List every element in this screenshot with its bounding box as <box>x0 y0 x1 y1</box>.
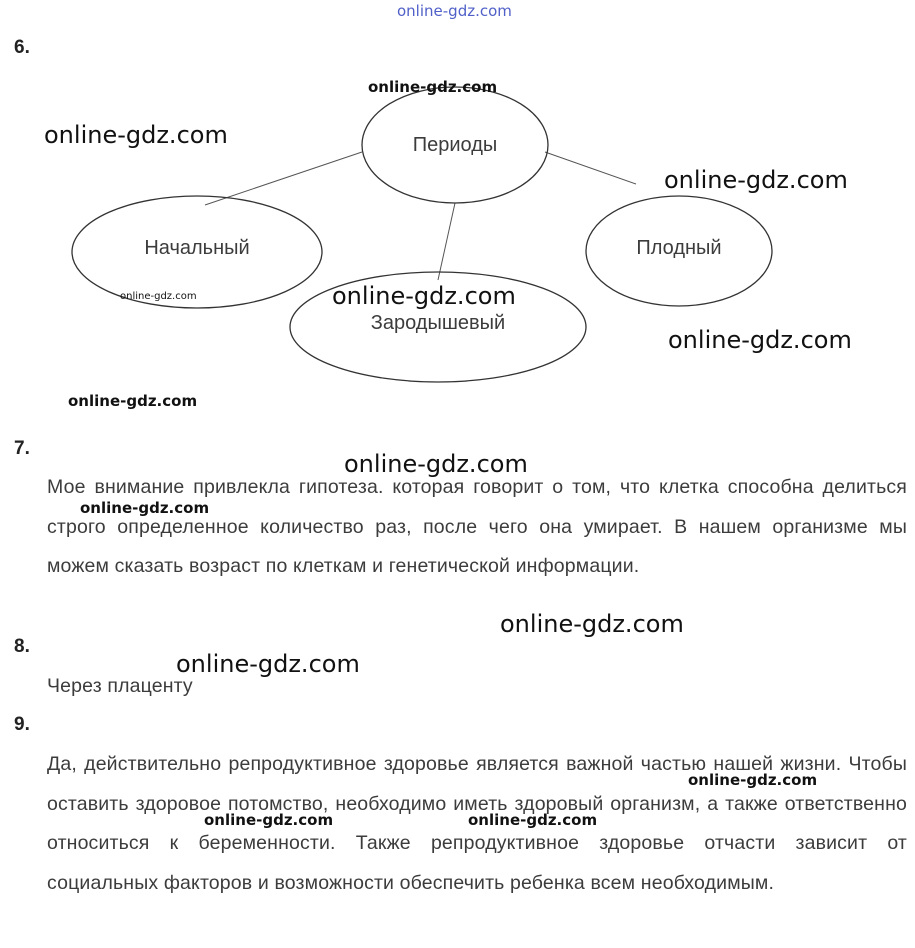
section-7-number: 7. <box>14 438 30 459</box>
watermark: online-gdz.com <box>80 499 210 517</box>
edge-root-embryonic <box>438 203 455 280</box>
watermark: online-gdz.com <box>44 121 228 149</box>
watermark: online-gdz.com <box>344 450 528 478</box>
section-8-text: Через плаценту <box>47 675 193 697</box>
node-initial-label: Начальный <box>144 237 250 259</box>
section-9-text: Да, действительно репродуктивное здоровье является важной частью нашей жизни. Чтобы оставить здоровое потомство, необходимо иметь здоровый организм, а также ответственно относиться к беременности. Также репродуктивное здоровье отчасти зависит от социальных факторов и возможности обеспечить ребенка всем необходимым. <box>47 753 907 894</box>
section-7-text: Мое внимание привлекла гипотеза. которая говорит о том, что клетка способна делиться строго определенное количество раз, после чего она умирает. В нашем организме мы можем сказать возраст по клеткам и генетической информации. <box>47 476 907 577</box>
watermark: online-gdz.com <box>120 291 197 302</box>
section-9-number: 9. <box>14 714 30 735</box>
watermark: online-gdz.com <box>668 326 852 354</box>
watermark: online-gdz.com <box>664 166 848 194</box>
watermark: online-gdz.com <box>176 650 360 678</box>
watermark-top: online-gdz.com <box>397 2 512 20</box>
watermark: online-gdz.com <box>500 610 684 638</box>
watermark: online-gdz.com <box>332 282 516 310</box>
watermark: online-gdz.com <box>68 392 198 410</box>
watermark: online-gdz.com <box>204 811 334 829</box>
section-6-number: 6. <box>14 37 30 58</box>
node-embryonic-label: Зародышевый <box>370 312 506 334</box>
node-fetal-label: Плодный <box>636 237 722 259</box>
watermark: online-gdz.com <box>468 811 598 829</box>
section-8-number: 8. <box>14 636 30 657</box>
watermark: online-gdz.com <box>368 78 498 96</box>
edge-root-fetal <box>545 152 636 184</box>
watermark: online-gdz.com <box>688 771 818 789</box>
node-root-label: Периоды <box>412 134 498 156</box>
